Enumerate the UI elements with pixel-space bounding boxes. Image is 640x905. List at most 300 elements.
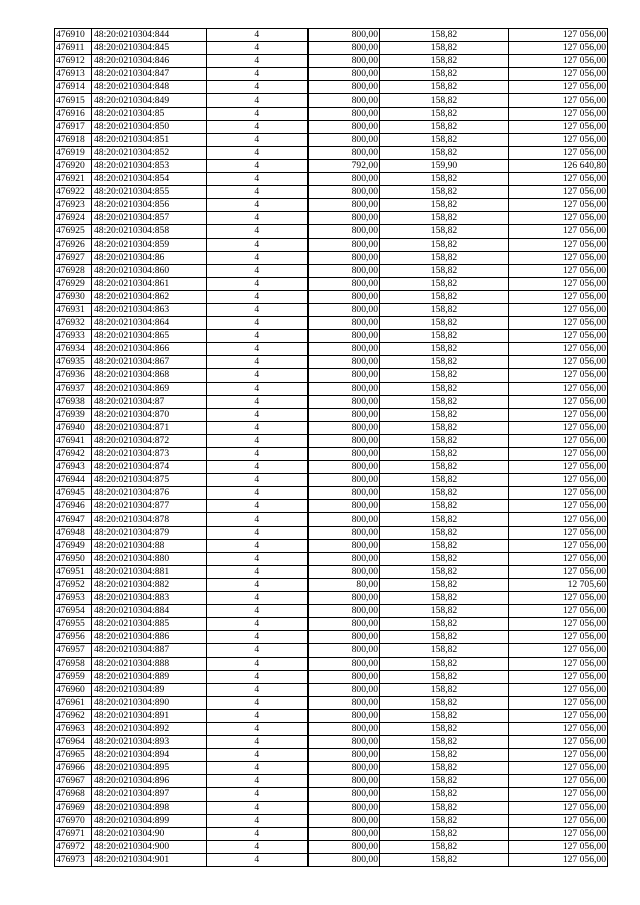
cadastral-number-cell: 48:20:0210304:870	[92, 408, 207, 421]
specific-value-cell: 158,82	[380, 775, 509, 788]
table-row	[55, 186, 608, 199]
cadastral-value-cell: 127 056,00	[509, 565, 608, 578]
cadastral-value-cell: 127 056,00	[509, 251, 608, 264]
row-number-cell: 476966	[55, 762, 92, 775]
specific-value-cell: 158,82	[380, 605, 509, 618]
row-number-cell: 476925	[55, 225, 92, 238]
area-cell: 800,00	[308, 146, 380, 159]
cadastral-number-cell: 48:20:0210304:895	[92, 762, 207, 775]
cadastral-value-cell: 127 056,00	[509, 303, 608, 316]
table-row	[55, 461, 608, 474]
area-cell: 800,00	[308, 565, 380, 578]
cadastral-value-cell: 127 056,00	[509, 696, 608, 709]
table-row	[55, 55, 608, 68]
cadastral-number-cell: 48:20:0210304:846	[92, 55, 207, 68]
table-row	[55, 133, 608, 146]
specific-value-cell: 158,82	[380, 539, 509, 552]
cadastral-number-cell: 48:20:0210304:855	[92, 186, 207, 199]
cadastral-value-cell: 127 056,00	[509, 775, 608, 788]
specific-value-cell: 158,82	[380, 343, 509, 356]
row-number-cell: 476954	[55, 605, 92, 618]
area-cell: 800,00	[308, 644, 380, 657]
row-number-cell: 476924	[55, 212, 92, 225]
group-code-cell: 4	[207, 317, 308, 330]
table-row	[55, 408, 608, 421]
area-cell: 800,00	[308, 801, 380, 814]
row-number-cell: 476916	[55, 107, 92, 120]
cadastral-number-cell: 48:20:0210304:89	[92, 683, 207, 696]
group-code-cell: 4	[207, 434, 308, 447]
table-row	[55, 448, 608, 461]
area-cell: 800,00	[308, 343, 380, 356]
table-row	[55, 775, 608, 788]
specific-value-cell: 158,82	[380, 461, 509, 474]
cadastral-number-cell: 48:20:0210304:881	[92, 565, 207, 578]
group-code-cell: 4	[207, 500, 308, 513]
specific-value-cell: 158,82	[380, 644, 509, 657]
specific-value-cell: 158,82	[380, 631, 509, 644]
row-number-cell: 476973	[55, 853, 92, 866]
area-cell: 800,00	[308, 264, 380, 277]
table-row	[55, 212, 608, 225]
cadastral-number-cell: 48:20:0210304:875	[92, 474, 207, 487]
cadastral-number-cell: 48:20:0210304:867	[92, 356, 207, 369]
row-number-cell: 476942	[55, 448, 92, 461]
area-cell: 800,00	[308, 356, 380, 369]
cadastral-value-cell: 127 056,00	[509, 395, 608, 408]
group-code-cell: 4	[207, 631, 308, 644]
table-row	[55, 120, 608, 133]
area-cell: 800,00	[308, 448, 380, 461]
row-number-cell: 476964	[55, 736, 92, 749]
cadastral-number-cell: 48:20:0210304:877	[92, 500, 207, 513]
cadastral-value-cell: 127 056,00	[509, 657, 608, 670]
cadastral-number-cell: 48:20:0210304:893	[92, 736, 207, 749]
area-cell: 800,00	[308, 552, 380, 565]
group-code-cell: 4	[207, 68, 308, 81]
area-cell: 800,00	[308, 186, 380, 199]
cadastral-number-cell: 48:20:0210304:850	[92, 120, 207, 133]
cadastral-value-cell: 127 056,00	[509, 199, 608, 212]
cadastral-number-cell: 48:20:0210304:888	[92, 657, 207, 670]
cadastral-number-cell: 48:20:0210304:88	[92, 539, 207, 552]
group-code-cell: 4	[207, 94, 308, 107]
table-row	[55, 670, 608, 683]
specific-value-cell: 158,82	[380, 762, 509, 775]
row-number-cell: 476927	[55, 251, 92, 264]
table-row	[55, 840, 608, 853]
cadastral-value-cell: 127 056,00	[509, 592, 608, 605]
cadastral-number-cell: 48:20:0210304:857	[92, 212, 207, 225]
cadastral-value-cell: 127 056,00	[509, 81, 608, 94]
area-cell: 800,00	[308, 107, 380, 120]
specific-value-cell: 158,82	[380, 395, 509, 408]
row-number-cell: 476959	[55, 670, 92, 683]
row-number-cell: 476936	[55, 369, 92, 382]
area-cell: 800,00	[308, 173, 380, 186]
cadastral-value-cell: 127 056,00	[509, 42, 608, 55]
specific-value-cell: 158,82	[380, 434, 509, 447]
row-number-cell: 476921	[55, 173, 92, 186]
area-cell: 800,00	[308, 722, 380, 735]
table-row	[55, 303, 608, 316]
cadastral-value-cell: 127 056,00	[509, 788, 608, 801]
row-number-cell: 476957	[55, 644, 92, 657]
cadastral-value-cell: 127 056,00	[509, 343, 608, 356]
group-code-cell: 4	[207, 513, 308, 526]
cadastral-value-cell: 127 056,00	[509, 212, 608, 225]
area-cell: 800,00	[308, 605, 380, 618]
area-cell: 800,00	[308, 775, 380, 788]
cadastral-value-cell: 127 056,00	[509, 356, 608, 369]
cadastral-value-cell: 127 056,00	[509, 500, 608, 513]
table-row	[55, 238, 608, 251]
specific-value-cell: 158,82	[380, 290, 509, 303]
cadastral-number-cell: 48:20:0210304:863	[92, 303, 207, 316]
cadastral-number-cell: 48:20:0210304:865	[92, 330, 207, 343]
cadastral-value-cell: 127 056,00	[509, 382, 608, 395]
table-row	[55, 827, 608, 840]
cadastral-value-cell: 127 056,00	[509, 120, 608, 133]
group-code-cell: 4	[207, 487, 308, 500]
table-row	[55, 277, 608, 290]
group-code-cell: 4	[207, 369, 308, 382]
specific-value-cell: 158,82	[380, 814, 509, 827]
cadastral-value-cell: 127 056,00	[509, 644, 608, 657]
cadastral-number-cell: 48:20:0210304:864	[92, 317, 207, 330]
row-number-cell: 476971	[55, 827, 92, 840]
group-code-cell: 4	[207, 29, 308, 42]
group-code-cell: 4	[207, 408, 308, 421]
group-code-cell: 4	[207, 539, 308, 552]
cadastral-number-cell: 48:20:0210304:873	[92, 448, 207, 461]
table-row	[55, 395, 608, 408]
area-cell: 800,00	[308, 749, 380, 762]
cadastral-value-cell: 127 056,00	[509, 513, 608, 526]
area-cell: 800,00	[308, 827, 380, 840]
cadastral-value-cell: 127 056,00	[509, 539, 608, 552]
cadastral-number-cell: 48:20:0210304:891	[92, 709, 207, 722]
area-cell: 80,00	[308, 578, 380, 591]
table-row	[55, 173, 608, 186]
group-code-cell: 4	[207, 709, 308, 722]
table-body	[55, 29, 608, 867]
row-number-cell: 476913	[55, 68, 92, 81]
row-number-cell: 476932	[55, 317, 92, 330]
specific-value-cell: 158,82	[380, 107, 509, 120]
group-code-cell: 4	[207, 644, 308, 657]
table-row	[55, 317, 608, 330]
cadastral-number-cell: 48:20:0210304:901	[92, 853, 207, 866]
row-number-cell: 476952	[55, 578, 92, 591]
row-number-cell: 476948	[55, 526, 92, 539]
cadastral-number-cell: 48:20:0210304:899	[92, 814, 207, 827]
table-row	[55, 788, 608, 801]
specific-value-cell: 158,82	[380, 526, 509, 539]
row-number-cell: 476969	[55, 801, 92, 814]
area-cell: 800,00	[308, 814, 380, 827]
specific-value-cell: 158,82	[380, 696, 509, 709]
row-number-cell: 476940	[55, 421, 92, 434]
area-cell: 800,00	[308, 317, 380, 330]
specific-value-cell: 158,82	[380, 474, 509, 487]
cadastral-number-cell: 48:20:0210304:862	[92, 290, 207, 303]
table-row	[55, 683, 608, 696]
row-number-cell: 476917	[55, 120, 92, 133]
area-cell: 800,00	[308, 500, 380, 513]
cadastral-number-cell: 48:20:0210304:885	[92, 618, 207, 631]
table-row	[55, 709, 608, 722]
cadastral-number-cell: 48:20:0210304:849	[92, 94, 207, 107]
specific-value-cell: 158,82	[380, 199, 509, 212]
cadastral-value-cell: 127 056,00	[509, 749, 608, 762]
specific-value-cell: 158,82	[380, 827, 509, 840]
row-number-cell: 476934	[55, 343, 92, 356]
cadastral-value-cell: 127 056,00	[509, 631, 608, 644]
area-cell: 800,00	[308, 618, 380, 631]
table-row	[55, 500, 608, 513]
cadastral-value-cell: 127 056,00	[509, 448, 608, 461]
specific-value-cell: 158,82	[380, 264, 509, 277]
cadastral-number-cell: 48:20:0210304:90	[92, 827, 207, 840]
table-row	[55, 578, 608, 591]
specific-value-cell: 158,82	[380, 120, 509, 133]
table-row	[55, 749, 608, 762]
row-number-cell: 476951	[55, 565, 92, 578]
table-row	[55, 513, 608, 526]
cadastral-value-cell: 127 056,00	[509, 408, 608, 421]
cadastral-value-cell: 127 056,00	[509, 683, 608, 696]
specific-value-cell: 158,82	[380, 212, 509, 225]
cadastral-value-cell: 127 056,00	[509, 238, 608, 251]
row-number-cell: 476950	[55, 552, 92, 565]
row-number-cell: 476930	[55, 290, 92, 303]
cadastral-number-cell: 48:20:0210304:861	[92, 277, 207, 290]
group-code-cell: 4	[207, 225, 308, 238]
area-cell: 800,00	[308, 709, 380, 722]
area-cell: 800,00	[308, 683, 380, 696]
cadastral-value-table	[54, 28, 608, 867]
cadastral-number-cell: 48:20:0210304:900	[92, 840, 207, 853]
group-code-cell: 4	[207, 461, 308, 474]
area-cell: 800,00	[308, 225, 380, 238]
cadastral-number-cell: 48:20:0210304:871	[92, 421, 207, 434]
specific-value-cell: 158,82	[380, 592, 509, 605]
cadastral-number-cell: 48:20:0210304:86	[92, 251, 207, 264]
cadastral-number-cell: 48:20:0210304:859	[92, 238, 207, 251]
cadastral-number-cell: 48:20:0210304:868	[92, 369, 207, 382]
cadastral-number-cell: 48:20:0210304:85	[92, 107, 207, 120]
cadastral-value-cell: 127 056,00	[509, 670, 608, 683]
row-number-cell: 476923	[55, 199, 92, 212]
specific-value-cell: 158,82	[380, 251, 509, 264]
row-number-cell: 476944	[55, 474, 92, 487]
cadastral-value-cell: 127 056,00	[509, 722, 608, 735]
row-number-cell: 476935	[55, 356, 92, 369]
group-code-cell: 4	[207, 736, 308, 749]
row-number-cell: 476955	[55, 618, 92, 631]
cadastral-value-cell: 127 056,00	[509, 94, 608, 107]
cadastral-number-cell: 48:20:0210304:880	[92, 552, 207, 565]
cadastral-value-cell: 127 056,00	[509, 801, 608, 814]
area-cell: 800,00	[308, 238, 380, 251]
area-cell: 800,00	[308, 513, 380, 526]
row-number-cell: 476920	[55, 159, 92, 172]
area-cell: 800,00	[308, 120, 380, 133]
cadastral-value-cell: 127 056,00	[509, 146, 608, 159]
group-code-cell: 4	[207, 749, 308, 762]
cadastral-value-cell: 127 056,00	[509, 434, 608, 447]
area-cell: 800,00	[308, 539, 380, 552]
cadastral-number-cell: 48:20:0210304:844	[92, 29, 207, 42]
document-page	[54, 28, 607, 867]
group-code-cell: 4	[207, 775, 308, 788]
specific-value-cell: 158,82	[380, 565, 509, 578]
cadastral-value-cell: 127 056,00	[509, 461, 608, 474]
table-row	[55, 762, 608, 775]
cadastral-number-cell: 48:20:0210304:860	[92, 264, 207, 277]
specific-value-cell: 158,82	[380, 81, 509, 94]
row-number-cell: 476918	[55, 133, 92, 146]
cadastral-value-cell: 127 056,00	[509, 605, 608, 618]
table-row	[55, 814, 608, 827]
group-code-cell: 4	[207, 578, 308, 591]
row-number-cell: 476933	[55, 330, 92, 343]
group-code-cell: 4	[207, 814, 308, 827]
group-code-cell: 4	[207, 42, 308, 55]
group-code-cell: 4	[207, 251, 308, 264]
cadastral-number-cell: 48:20:0210304:854	[92, 173, 207, 186]
specific-value-cell: 158,82	[380, 853, 509, 866]
specific-value-cell: 158,82	[380, 618, 509, 631]
specific-value-cell: 158,82	[380, 68, 509, 81]
cadastral-value-cell: 127 056,00	[509, 225, 608, 238]
cadastral-number-cell: 48:20:0210304:894	[92, 749, 207, 762]
row-number-cell: 476972	[55, 840, 92, 853]
cadastral-value-cell: 127 056,00	[509, 264, 608, 277]
cadastral-value-cell: 12 705,60	[509, 578, 608, 591]
area-cell: 800,00	[308, 421, 380, 434]
cadastral-value-cell: 127 056,00	[509, 277, 608, 290]
row-number-cell: 476946	[55, 500, 92, 513]
cadastral-number-cell: 48:20:0210304:889	[92, 670, 207, 683]
group-code-cell: 4	[207, 762, 308, 775]
specific-value-cell: 159,90	[380, 159, 509, 172]
cadastral-number-cell: 48:20:0210304:878	[92, 513, 207, 526]
area-cell: 800,00	[308, 487, 380, 500]
row-number-cell: 476970	[55, 814, 92, 827]
area-cell: 800,00	[308, 369, 380, 382]
table-row	[55, 853, 608, 866]
cadastral-value-cell: 127 056,00	[509, 369, 608, 382]
table-row	[55, 539, 608, 552]
area-cell: 800,00	[308, 434, 380, 447]
table-row	[55, 644, 608, 657]
area-cell: 800,00	[308, 303, 380, 316]
specific-value-cell: 158,82	[380, 448, 509, 461]
table-row	[55, 356, 608, 369]
area-cell: 800,00	[308, 474, 380, 487]
group-code-cell: 4	[207, 120, 308, 133]
area-cell: 800,00	[308, 592, 380, 605]
specific-value-cell: 158,82	[380, 55, 509, 68]
cadastral-number-cell: 48:20:0210304:866	[92, 343, 207, 356]
group-code-cell: 4	[207, 474, 308, 487]
row-number-cell: 476915	[55, 94, 92, 107]
row-number-cell: 476943	[55, 461, 92, 474]
group-code-cell: 4	[207, 146, 308, 159]
cadastral-value-cell: 127 056,00	[509, 814, 608, 827]
cadastral-number-cell: 48:20:0210304:847	[92, 68, 207, 81]
table-row	[55, 29, 608, 42]
table-row	[55, 526, 608, 539]
area-cell: 800,00	[308, 853, 380, 866]
cadastral-value-cell: 127 056,00	[509, 133, 608, 146]
group-code-cell: 4	[207, 670, 308, 683]
area-cell: 800,00	[308, 290, 380, 303]
specific-value-cell: 158,82	[380, 578, 509, 591]
specific-value-cell: 158,82	[380, 94, 509, 107]
table-row	[55, 369, 608, 382]
area-cell: 800,00	[308, 395, 380, 408]
cadastral-value-cell: 127 056,00	[509, 107, 608, 120]
specific-value-cell: 158,82	[380, 552, 509, 565]
area-cell: 800,00	[308, 81, 380, 94]
cadastral-number-cell: 48:20:0210304:897	[92, 788, 207, 801]
specific-value-cell: 158,82	[380, 330, 509, 343]
cadastral-number-cell: 48:20:0210304:848	[92, 81, 207, 94]
cadastral-value-cell: 126 640,80	[509, 159, 608, 172]
group-code-cell: 4	[207, 696, 308, 709]
group-code-cell: 4	[207, 133, 308, 146]
table-row	[55, 736, 608, 749]
group-code-cell: 4	[207, 827, 308, 840]
area-cell: 800,00	[308, 382, 380, 395]
group-code-cell: 4	[207, 421, 308, 434]
specific-value-cell: 158,82	[380, 801, 509, 814]
table-row	[55, 159, 608, 172]
row-number-cell: 476961	[55, 696, 92, 709]
cadastral-number-cell: 48:20:0210304:883	[92, 592, 207, 605]
cadastral-number-cell: 48:20:0210304:87	[92, 395, 207, 408]
group-code-cell: 4	[207, 565, 308, 578]
area-cell: 800,00	[308, 133, 380, 146]
specific-value-cell: 158,82	[380, 513, 509, 526]
cadastral-value-cell: 127 056,00	[509, 526, 608, 539]
cadastral-number-cell: 48:20:0210304:869	[92, 382, 207, 395]
specific-value-cell: 158,82	[380, 225, 509, 238]
table-row	[55, 474, 608, 487]
specific-value-cell: 158,82	[380, 356, 509, 369]
area-cell: 800,00	[308, 670, 380, 683]
table-row	[55, 290, 608, 303]
table-row	[55, 382, 608, 395]
group-code-cell: 4	[207, 343, 308, 356]
group-code-cell: 4	[207, 55, 308, 68]
area-cell: 800,00	[308, 29, 380, 42]
area-cell: 800,00	[308, 788, 380, 801]
group-code-cell: 4	[207, 722, 308, 735]
row-number-cell: 476949	[55, 539, 92, 552]
table-row	[55, 565, 608, 578]
group-code-cell: 4	[207, 592, 308, 605]
table-row	[55, 552, 608, 565]
specific-value-cell: 158,82	[380, 670, 509, 683]
area-cell: 800,00	[308, 461, 380, 474]
row-number-cell: 476953	[55, 592, 92, 605]
table-row	[55, 605, 608, 618]
specific-value-cell: 158,82	[380, 421, 509, 434]
